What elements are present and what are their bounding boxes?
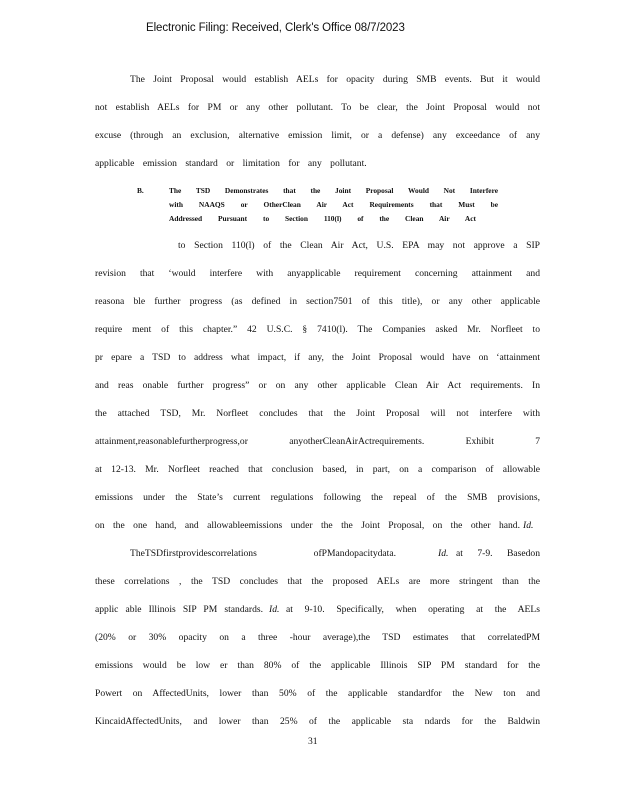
- section-heading-letter: B.: [137, 186, 144, 195]
- section-heading-line: Addressed Pursuant to Section 110(l) of the Clean Air Act: [169, 214, 477, 223]
- page-number: 31: [308, 736, 318, 747]
- body-line: revision that ‘would interfere with anyapplicable requirement concerning attainment and: [95, 268, 540, 279]
- body-line: excuse (through an exclusion, alternative emission limit, or a defense) any exceedance of any: [95, 130, 540, 141]
- citation: Id.: [438, 548, 449, 559]
- body-line: pr epare a TSD to address what impact, if any, the Joint Proposal would have on ‘attainment: [95, 352, 540, 363]
- body-line: not establish AELs for PM or any other pollutant. To be clear, the Joint Proposal would not: [95, 102, 540, 113]
- body-line: reasona ble further progress (as defined in section7501 of this title), or any other applicable: [95, 296, 540, 307]
- body-line: emissions under the State’s current regulations following the repeal of the SMB provisions,: [95, 492, 540, 503]
- body-line: at 9-10. Specifically, when operating at the AELs: [286, 604, 540, 615]
- body-line: the attached TSD, Mr. Norfleet concludes that the Joint Proposal will not interfere with: [95, 408, 540, 419]
- body-line: and reas onable further progress” or on any other applicable Clean Air Act requirements. In: [95, 380, 540, 391]
- body-line: TheTSDfirstprovidescorrelations ofPMandopacitydata.: [130, 548, 396, 559]
- body-line: attainment,reasonablefurtherprogress,or anyotherCleanAirActrequirements. Exhibit 7: [95, 436, 540, 447]
- citation: Id.: [269, 604, 280, 615]
- section-heading-line: The TSD Demonstrates that the Joint Proposal Would Not Interfere: [169, 186, 498, 195]
- body-line: emissions would be low er than 80% of the applicable Illinois SIP PM standard for the: [95, 660, 540, 671]
- citation: Id.: [523, 520, 534, 531]
- body-line: Powert on AffectedUnits, lower than 50% of the applicable standardfor the New ton and: [95, 688, 540, 699]
- body-line: on the one hand, and allowableemissions under the the Joint Proposal, on the other hand.: [95, 520, 520, 531]
- body-line: The Joint Proposal would establish AELs for opacity during SMB events. But it would: [130, 74, 540, 85]
- body-line: applic able Illinois SIP PM standards.: [95, 604, 263, 615]
- body-line: KincaidAffectedUnits, and lower than 25% of the applicable sta ndards for the Baldwin: [95, 716, 540, 727]
- filing-stamp: Electronic Filing: Received, Clerk's Office 08/7/2023: [146, 22, 405, 34]
- body-line: at 7-9. Basedon: [456, 548, 540, 559]
- body-line: (20% or 30% opacity on a three -hour average),the TSD estimates that correlatedPM: [95, 632, 540, 643]
- body-line: applicable emission standard or limitation for any pollutant.: [95, 158, 367, 169]
- body-line: at 12-13. Mr. Norfleet reached that conclusion based, in part, on a comparison of allowable: [95, 464, 540, 475]
- section-heading-line: with NAAQS or OtherClean Air Act Requirements that Must be: [169, 200, 498, 209]
- body-line: require ment of this chapter.” 42 U.S.C. § 7410(l). The Companies asked Mr. Norfleet to: [95, 324, 540, 335]
- body-line: these correlations , the TSD concludes that the proposed AELs are more stringent than the: [95, 576, 540, 587]
- body-line: to Section 110(l) of the Clean Air Act, U.S. EPA may not approve a SIP: [178, 240, 540, 251]
